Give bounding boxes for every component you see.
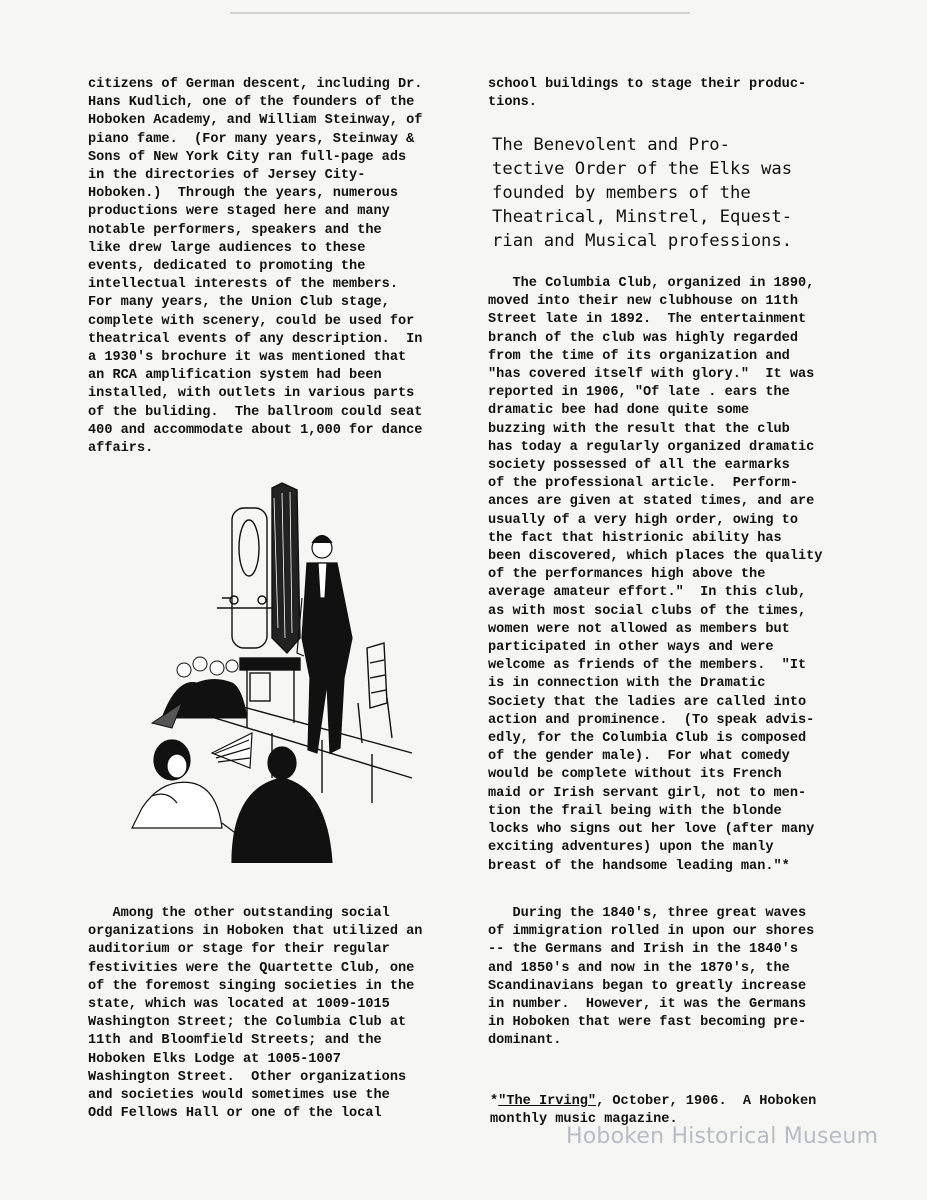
social-organizations-line: festivities were the Quartette Club, one (88, 960, 415, 976)
left-top-line: of the buliding. The ballroom could seat (88, 404, 423, 420)
columbia-club-line: breast of the handsome leading man."* (488, 858, 790, 874)
social-organizations-line: organizations in Hoboken that utilized an (88, 924, 423, 940)
columbia-club-line: participated in other ways and were (488, 640, 774, 656)
columbia-club-line: dramatic bee had done quite some (488, 403, 750, 419)
columbia-club-line: welcome as friends of the members. "It (488, 658, 807, 674)
social-organizations-line: Hoboken Elks Lodge at 1005-1007 (88, 1051, 341, 1067)
columbia-club-line: been discovered, which places the quality (488, 549, 823, 565)
elks-callout (492, 133, 852, 253)
columbia-club-line: edly, for the Columbia Club is composed (488, 731, 807, 747)
columbia-club-line: usually of a very high order, owing to (488, 512, 798, 528)
left-top-line: piano fame. (For many years, Steinway & (88, 131, 415, 147)
footnote-title: "The Irving" (498, 1094, 597, 1109)
left-top-line: Hoboken.) Through the years, numerous (88, 186, 398, 202)
left-column-top-text (88, 76, 468, 458)
immigration-paragraph (488, 905, 858, 1051)
left-top-line: like drew large audiences to these (88, 240, 366, 256)
right-top-line: school buildings to stage their produc- (488, 77, 807, 92)
left-top-line: Hoboken Academy, and William Steinway, of (88, 113, 423, 129)
columbia-club-line: has today a regularly organized dramatic (488, 439, 815, 455)
columbia-club-line: the fact that histrionic ability has (488, 530, 782, 546)
callout-line: Theatrical, Minstrel, Equest- (492, 207, 793, 227)
social-organizations-line: Among the other outstanding social (88, 906, 390, 921)
columbia-club-line: average amateur effort." In this club, (488, 585, 807, 601)
immigration-line: in Hoboken that were fast becoming pre- (488, 1015, 807, 1031)
callout-line: rian and Musical professions. (492, 231, 793, 251)
left-top-line: productions were staged here and many (88, 204, 390, 220)
left-top-line: a 1930's brochure it was mentioned that (88, 350, 407, 366)
callout-line: tective Order of the Elks was (492, 159, 793, 179)
scan-edge-line (230, 12, 690, 14)
immigration-line: -- the Germans and Irish in the 1840's (488, 942, 798, 958)
immigration-line: During the 1840's, three great waves (488, 906, 807, 921)
columbia-club-line: Society that the ladies are called into (488, 694, 807, 710)
left-top-line: installed, with outlets in various parts (88, 386, 415, 402)
columbia-club-line: from the time of its organization and (488, 348, 790, 364)
columbia-club-line: exciting adventures) upon the manly (488, 840, 774, 856)
columbia-club-line: maid or Irish servant girl, not to men- (488, 785, 807, 801)
immigration-line: in number. However, it was the Germans (488, 997, 807, 1013)
left-top-line: theatrical events of any description. In (88, 331, 423, 347)
columbia-club-line: would be complete without its French (488, 767, 782, 783)
social-organizations-line: Washington Street; the Columbia Club at (88, 1015, 407, 1031)
social-organizations-line: of the foremost singing societies in the (88, 978, 415, 994)
left-top-line: events, dedicated to promoting the (88, 259, 366, 275)
callout-line: The Benevolent and Pro- (492, 135, 730, 155)
columbia-club-line: of the performances high above the (488, 567, 766, 583)
columbia-club-line: of the professional article. Perform- (488, 476, 798, 492)
columbia-club-line: as with most social clubs of the times, (488, 603, 807, 619)
museum-watermark: Hoboken Historical Museum (566, 1124, 879, 1149)
social-organizations-line: auditorium or stage for their regular (88, 942, 390, 958)
columbia-club-line: reported in 1906, "Of late . ears the (488, 385, 790, 401)
left-top-line: in the directories of Jersey City- (88, 168, 366, 184)
left-top-line: affairs. (88, 441, 154, 457)
columbia-club-line: tion the frail being with the blonde (488, 803, 782, 819)
left-top-line: complete with scenery, could be used for (88, 313, 415, 329)
columbia-club-line: "has covered itself with glory." It was (488, 367, 815, 383)
immigration-line: of immigration rolled in upon our shores (488, 924, 815, 940)
left-top-line: notable performers, speakers and the (88, 222, 382, 238)
footnote-rest: , October, 1906. A Hoboken (596, 1094, 817, 1109)
right-column-top-text (488, 76, 858, 112)
immigration-line: and 1850's and now in the 1870's, the (488, 960, 790, 976)
immigration-line: Scandinavians began to greatly increase (488, 978, 807, 994)
columbia-club-line: action and prominence. (To speak advis- (488, 712, 815, 728)
footnote-line-2: monthly music magazine. (490, 1112, 678, 1128)
left-top-line: an RCA amplification system had been (88, 368, 382, 384)
social-organizations-line: state, which was located at 1009-1015 (88, 997, 390, 1013)
social-organizations-line: Washington Street. Other organizations (88, 1069, 407, 1085)
columbia-club-line: buzzing with the result that the club (488, 421, 790, 437)
footnote-marker: * (490, 1094, 499, 1109)
social-organizations-line: Odd Fellows Hall or one of the local (88, 1106, 382, 1122)
columbia-club-line: is in connection with the Dramatic (488, 676, 766, 692)
social-organizations-paragraph (88, 905, 468, 1123)
columbia-club-line: society possessed of all the earmarks (488, 458, 790, 474)
columbia-club-line: The Columbia Club, organized in 1890, (488, 276, 815, 291)
left-top-line: intellectual interests of the members. (88, 277, 398, 293)
callout-line: founded by members of the (492, 183, 751, 203)
columbia-club-line: moved into their new clubhouse on 11th (488, 294, 798, 310)
columbia-club-line: ances are given at stated times, and are (488, 494, 815, 510)
left-top-line: citizens of German descent, including Dr. (88, 77, 423, 92)
columbia-club-paragraph (488, 275, 868, 876)
left-top-line: 400 and accommodate about 1,000 for dance (88, 422, 423, 438)
right-top-line: tions. (488, 95, 537, 111)
social-organizations-line: 11th and Bloomfield Streets; and the (88, 1033, 382, 1049)
immigration-line: dominant. (488, 1033, 562, 1049)
left-top-line: Sons of New York City ran full-page ads (88, 149, 407, 165)
columbia-club-line: branch of the club was highly regarded (488, 330, 798, 346)
columbia-club-line: locks who signs out her love (after many (488, 822, 815, 838)
columbia-club-line: women were not allowed as members but (488, 621, 790, 637)
columbia-club-line: Street late in 1892. The entertainment (488, 312, 807, 328)
left-top-line: For many years, the Union Club stage, (88, 295, 390, 311)
columbia-club-line: of the gender male). For what comedy (488, 749, 790, 765)
social-organizations-line: and societies would sometimes use the (88, 1088, 390, 1104)
left-top-line: Hans Kudlich, one of the founders of the (88, 95, 415, 111)
theater-scene-illustration (122, 478, 422, 863)
